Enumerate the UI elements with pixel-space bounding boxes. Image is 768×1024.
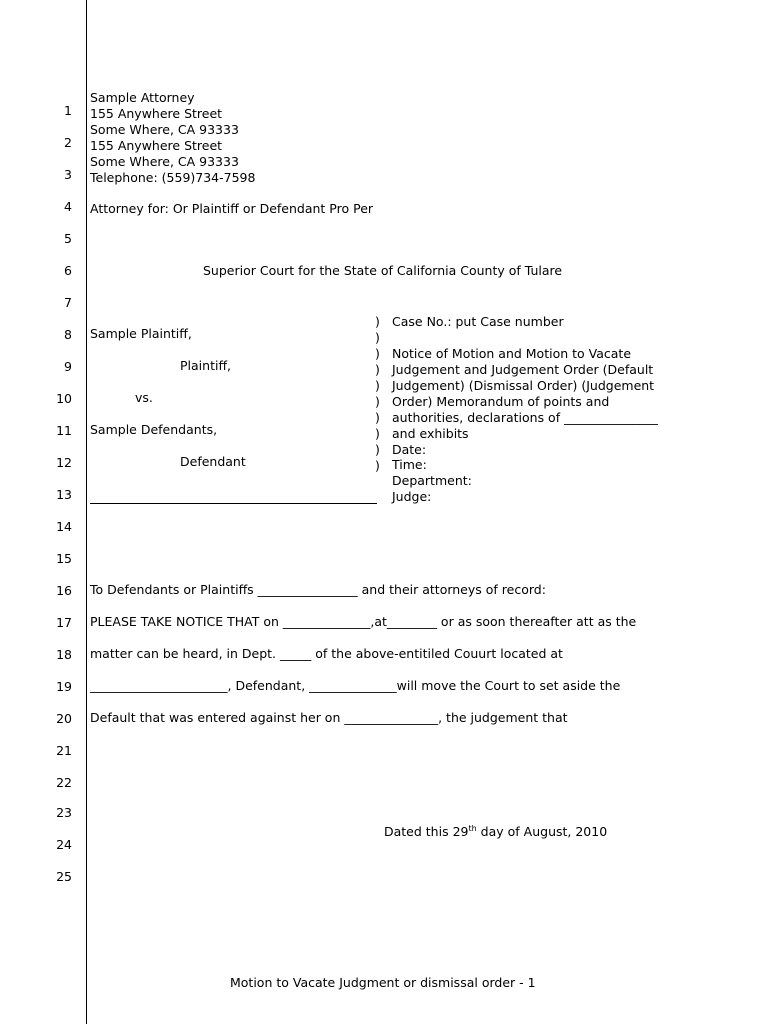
caption-paren: ) [375, 442, 380, 457]
versus-label: vs. [135, 390, 153, 405]
dated-text: day of August, 2010 [476, 824, 608, 839]
line-number: 11 [56, 423, 72, 438]
caption-paren: ) [375, 346, 380, 361]
motion-title-line: Notice of Motion and Motion to Vacate [392, 346, 632, 361]
caption-paren: ) [375, 314, 380, 329]
caption-paren: ) [375, 362, 380, 377]
line-number: 3 [64, 167, 72, 182]
motion-title-line: authorities, declarations of _______________ [392, 410, 658, 425]
body-line: Default that was entered against her on _______________, the judgement that [90, 710, 568, 725]
line-number: 4 [64, 199, 72, 214]
hearing-department: Department: [392, 473, 472, 488]
attorney-city-line: Some Where, CA 93333 [90, 154, 239, 169]
motion-title-line: Order) Memorandum of points and [392, 394, 610, 409]
line-number: 12 [56, 455, 72, 470]
motion-title-line: and exhibits [392, 426, 469, 441]
hearing-judge: Judge: [392, 489, 432, 504]
caption-paren: ) [375, 330, 380, 345]
plaintiff-role: Plaintiff, [180, 358, 232, 373]
caption-paren: ) [375, 426, 380, 441]
line-number: 18 [56, 647, 72, 662]
case-number: Case No.: put Case number [392, 314, 564, 329]
left-margin-rule [86, 0, 87, 1024]
attorney-address-line: 155 Anywhere Street [90, 138, 223, 153]
line-number: 17 [56, 615, 72, 630]
dated-ordinal: th [468, 824, 477, 833]
line-number: 21 [56, 743, 72, 758]
line-number: 20 [56, 711, 72, 726]
attorney-telephone: Telephone: (559)734-7598 [90, 170, 256, 185]
motion-title-line: Judgement and Judgement Order (Default [392, 362, 654, 377]
line-number: 15 [56, 551, 72, 566]
line-number: 13 [56, 487, 72, 502]
line-number: 16 [56, 583, 72, 598]
line-number: 6 [64, 263, 72, 278]
dated-text: Dated this 29 [384, 824, 469, 839]
attorney-for: Attorney for: Or Plaintiff or Defendant Pro Per [90, 201, 374, 216]
line-number: 23 [56, 805, 72, 820]
caption-paren: ) [375, 378, 380, 393]
line-number: 14 [56, 519, 72, 534]
line-number: 25 [56, 869, 72, 884]
line-number: 8 [64, 327, 72, 342]
defendant-role: Defendant [180, 454, 246, 469]
line-number: 22 [56, 775, 72, 790]
attorney-address-line: 155 Anywhere Street [90, 106, 223, 121]
body-line: To Defendants or Plaintiffs ________________ and their attorneys of record: [90, 582, 546, 597]
defendant-name: Sample Defendants, [90, 422, 218, 437]
line-number: 2 [64, 135, 72, 150]
caption-underline [90, 503, 377, 504]
line-number: 24 [56, 837, 72, 852]
body-line: PLEASE TAKE NOTICE THAT on ______________,at________ or as soon thereafter att as the [90, 614, 637, 629]
caption-paren: ) [375, 394, 380, 409]
line-number: 5 [64, 231, 72, 246]
body-line: ______________________, Defendant, ______________will move the Court to set aside the [90, 678, 621, 693]
caption-paren: ) [375, 458, 380, 473]
line-number: 1 [64, 103, 72, 118]
line-number: 10 [56, 391, 72, 406]
attorney-city-line: Some Where, CA 93333 [90, 122, 239, 137]
line-number: 7 [64, 295, 72, 310]
body-line: matter can be heard, in Dept. _____ of the above-entitiled Couurt located at [90, 646, 563, 661]
court-title: Superior Court for the State of California County of Tulare [203, 263, 563, 278]
motion-title-line: Judgement) (Dismissal Order) (Judgement [392, 378, 655, 393]
line-number: 19 [56, 679, 72, 694]
plaintiff-name: Sample Plaintiff, [90, 326, 192, 341]
hearing-date: Date: [392, 442, 427, 457]
attorney-name: Sample Attorney [90, 90, 195, 105]
dated-line [384, 824, 607, 840]
line-number: 9 [64, 359, 72, 374]
page-footer: Motion to Vacate Judgment or dismissal order - 1 [230, 975, 536, 990]
caption-paren: ) [375, 410, 380, 425]
hearing-time: Time: [392, 457, 427, 472]
